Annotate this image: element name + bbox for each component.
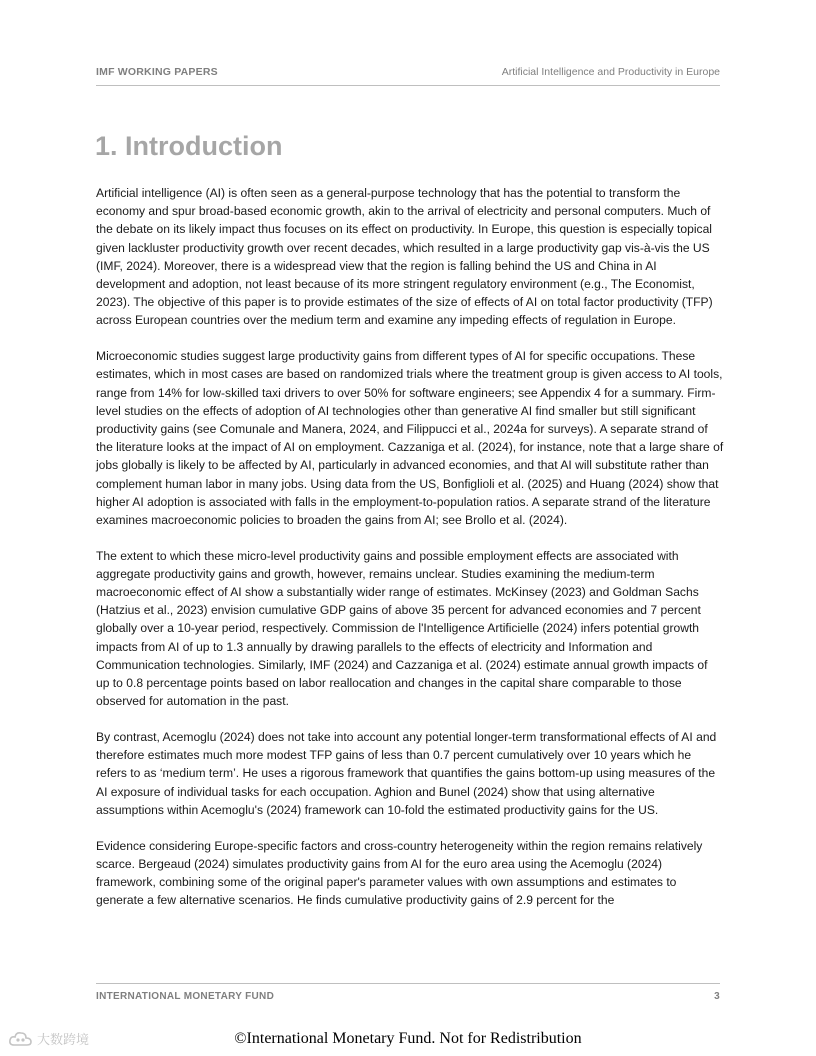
page-number: 3 [714,991,720,1002]
section-title: 1. Introduction [95,131,283,161]
paragraph: Microeconomic studies suggest large productivity gains from different types of AI for specific occupations. These estimates, which in most cases are based on randomized trials where the treatment group is given access to AI tools, range from 14% for low-skilled taxi drivers to over 50% for software engineers; see Appendix 4 for a summary. Firm-level studies on the effects of adoption of AI technologies other than generative AI find smaller but still significant productivity gains (see Comunale and Manera, 2024, and Filippucci et al., 2024a for surveys). A separate strand of the literature looks at the impact of AI on employment. Cazzaniga et al. (2024), for instance, note that a large share of jobs globally is likely to be affected by AI, particularly in advanced economies, and that AI will substitute rather than complement human labor in many jobs. Using data from the US, Bonfiglioli et al. (2025) and Huang (2024) show that higher AI adoption is associated with falls in the employment-to-population ratios. A separate strand of the literature examines macroeconomic policies to broaden the gains from AI; see Brollo et al. (2024). [96,349,724,527]
body-text [96,184,724,927]
footer-divider [96,983,720,984]
header-series-title: IMF WORKING PAPERS [96,66,218,78]
watermark-text: 大数跨境 [37,1032,90,1047]
running-header [96,66,720,78]
paragraph: The extent to which these micro-level productivity gains and possible employment effects are associated with aggregate productivity gains and growth, however, remains unclear. Studies examining the medium-term macroeconomic effect of AI show a substantially wider range of estimates. McKinsey (2023) and Goldman Sachs (Hatzius et al., 2023) envision cumulative GDP gains of above 35 percent for advanced economies and 7 percent globally over a 10-year period, respectively. Commission de l'Intelligence Artificielle (2024) infers potential growth impacts from AI of up to 1.3 annually by drawing parallels to the effects of electricity and Information and Communication technologies. Similarly, IMF (2024) and Cazzaniga et al. (2024) estimate annual growth impacts of up to 0.8 percentage points based on labor reallocation and changes in the capital share comparable to those observed for automation in the past. [96,548,708,709]
footer-organization: INTERNATIONAL MONETARY FUND [96,991,275,1002]
running-footer [96,991,720,1002]
copyright-notice: ©International Monetary Fund. Not for Redistribution [234,1030,582,1047]
header-divider [96,85,720,86]
paragraph: Artificial intelligence (AI) is often seen as a general-purpose technology that has the potential to transform the economy and spur broad-based economic growth, akin to the arrival of electricity and personal computers. Much of the debate on its likely impact thus focuses on its effect on productivity. In Europe, this question is especially topical given lackluster productivity growth over recent decades, which resulted in a large productivity gap vis-à-vis the US (IMF, 2024). Moreover, there is a widespread view that the region is falling behind the US and China in AI development and adoption, not least because of its more stringent regulatory environment (e.g., The Economist, 2023). The objective of this paper is to provide estimates of the size of effects of AI on total factor productivity (TFP) across European countries over the medium term and examine any impeding effects of regulation in Europe. [96,186,713,328]
paragraph: Evidence considering Europe-specific factors and cross-country heterogeneity within the region remains relatively scarce. Bergeaud (2024) simulates productivity gains from AI for the euro area using the Acemoglu (2024) framework, combining some of the original paper's parameter values with own assumptions and estimates to generate a few alternative scenarios. He finds cumulative productivity gains of 2.9 percent for the [96,838,703,908]
header-paper-title: Artificial Intelligence and Productivity in Europe [501,66,720,78]
paragraph: By contrast, Acemoglu (2024) does not take into account any potential longer-term transformational effects of AI and therefore estimates much more modest TFP gains of less than 0.7 percent cumulatively over 10 years which he refers to as ‘medium term’. He uses a rigorous framework that quantifies the gains bottom-up using measures of the AI exposure of individual tasks for each occupation. Aghion and Bunel (2024) show that using alternative assumptions within Acemoglu's (2024) framework can 10-fold the estimated productivity gains for the US. [96,729,717,817]
